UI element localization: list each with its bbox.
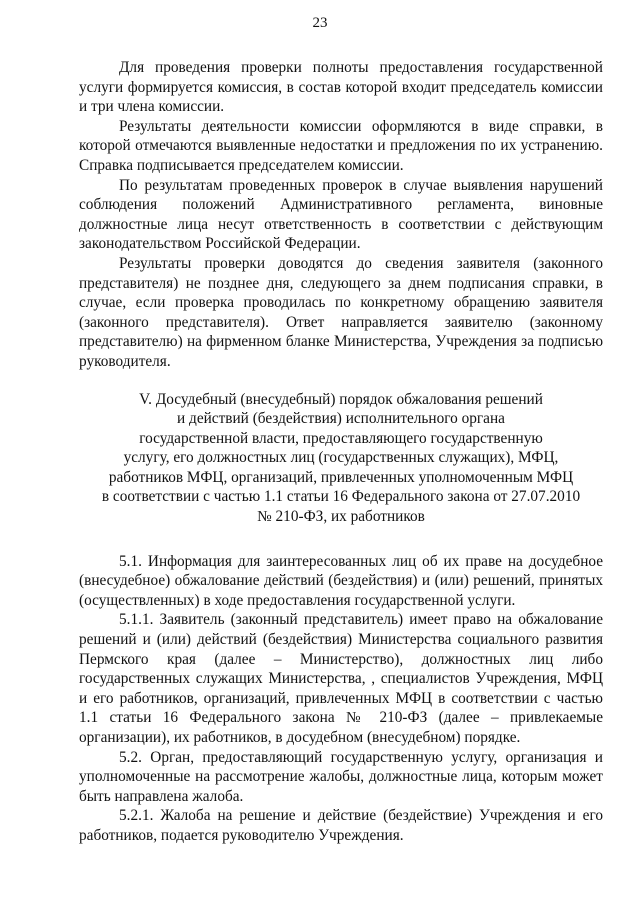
section-heading-line: № 210-ФЗ, их работников <box>257 508 425 526</box>
section-heading-line: в соответствии с частью 1.1 статьи 16 Федерального закона от 27.07.2010 <box>101 488 581 506</box>
paragraph-violations: По результатам проведенных проверок в случае выявления нарушений соблюдения положений Административного регламента, виновные должностные лица несут ответственность в соответствии с действующим законодательством Российской Федерации. <box>79 176 603 253</box>
section-heading-line: государственной власти, предоставляющего государственную <box>139 429 543 447</box>
section-heading-line: работников МФЦ, организаций, привлеченных уполномоченным МФЦ <box>108 468 574 486</box>
paragraph-5-1-1: 5.1.1. Заявитель (законный представитель) имеет право на обжалование решений и (или) действий (бездействия) Министерства социального развития Пермского края (далее – Министерство), должностных лиц либо государственных служащих Министерства, , специалистов Учреждения, МФЦ и его работников, организаций, привлеченных МФЦ в соответствии с частью 1.1 статьи 16 Федерального закона № 210-ФЗ (далее – привлекаемые организации), их работников, в досудебном (внесудебном) порядке. <box>79 611 603 746</box>
paragraph-5-2: 5.2. Орган, предоставляющий государственную услугу, организация и уполномоченные на рассмотрение жалобы, должностные лица, которым может быть направлена жалоба. <box>79 748 603 805</box>
section-heading-line: и действий (бездействия) исполнительного органа <box>177 410 505 428</box>
document-body <box>79 58 603 846</box>
paragraph-5-1: 5.1. Информация для заинтересованных лиц об их праве на досудебное (внесудебное) обжалование действий (бездействия) и (или) решений, принятых (осуществленных) в ходе предоставления государственной услуги. <box>79 552 603 609</box>
page-number: 23 <box>312 15 328 31</box>
paragraph-commission: Для проведения проверки полноты предоставления государственной услуги формируется комиссия, в состав которой входит председатель комиссии и три члена комиссии. <box>79 59 603 116</box>
paragraph-commission-results: Результаты деятельности комиссии оформляются в виде справки, в которой отмечаются выявленные недостатки и предложения по их устранению. Справка подписывается председателем комиссии. <box>79 117 603 174</box>
paragraph-notification: Результаты проверки доводятся до сведения заявителя (законного представителя) не позднее дня, следующего за днем подписания справки, в случае, если проверка проводилась по конкретному обращению заявителя (законного представителя). Ответ направляется заявителю (законному представителю) на фирменном бланке Министерства, Учреждения за подписью руководителя. <box>79 254 603 370</box>
paragraph-5-2-1: 5.2.1. Жалоба на решение и действие (бездействие) Учреждения и его работников, подается руководителю Учреждения. <box>79 807 603 844</box>
section-heading-line: услугу, его должностных лиц (государственных служащих), МФЦ, <box>123 449 559 467</box>
section-heading-line: V. Досудебный (внесудебный) порядок обжалования решений <box>139 390 543 408</box>
section-heading <box>79 390 603 527</box>
